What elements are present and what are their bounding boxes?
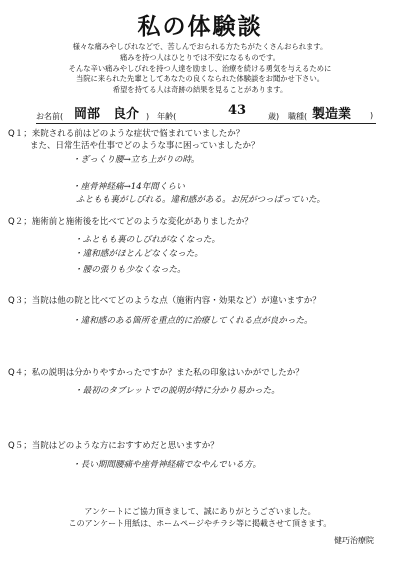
question-label: Q１；来院される前はどのような症状で悩まれていましたか？ xyxy=(8,129,245,139)
answer-line: ・長い期間腰痛や座骨神経痛でなやんでいる方。 xyxy=(72,460,262,470)
intro-line: 希望を持てる人は奇跡の結果を見ることがあります。 xyxy=(112,85,288,95)
name-value: 岡部 良介 xyxy=(74,107,140,122)
answer-line: ・ふともも裏のしびれがなくなった。 xyxy=(74,235,221,245)
question-2 xyxy=(8,216,253,228)
footer-note xyxy=(0,506,400,530)
age-value: 43 xyxy=(228,103,247,118)
answer-line: ・違和感のある箇所を重点的に治療してくれる点が良かった。 xyxy=(72,316,313,326)
intro-line: 様々な痛みやしびれなどで、苦しんでおられる方たちがたくさんおられます。 xyxy=(72,42,328,51)
intro-line: 当院に来られた先輩としてあなたの良くなられた体験談をお聞かせ下さい。 xyxy=(75,74,325,84)
answer-line: ・座骨神経痛→14年間くらい xyxy=(72,182,185,192)
footer-line: このアンケート用紙は、ホームページやチラシ等に掲載させて頂きます。 xyxy=(68,519,332,528)
footer-line: アンケートにご協力頂きまして、誠にありがとうございました。 xyxy=(84,507,316,516)
name-label: お名前( xyxy=(36,112,64,121)
job-value: 製造業 xyxy=(312,107,352,122)
question-label: Q３；当院は他の院と比べてどのような点（施術内容・効果など）が違いますか？ xyxy=(8,296,321,306)
info-underline xyxy=(36,123,376,124)
question-3 xyxy=(8,295,321,307)
question-5 xyxy=(8,440,219,452)
intro-line: そんな辛い痛みやしびれを持つ人達を励まし、治療を続ける勇気を与えるために xyxy=(68,63,332,73)
intro-line: 痛みを持つ人はひとりでは不安になるものです。 xyxy=(120,52,280,62)
question-label: Q４；私の説明は分かりやすかったですか？また私の印象はいかがでしたか？ xyxy=(8,368,304,378)
answer-line: ・ぎっくり腰→立ち上がりの時。 xyxy=(72,155,200,165)
page-title: 私の体験談 xyxy=(137,14,263,40)
answer-line: ・違和感がほとんどなくなった。 xyxy=(74,249,203,259)
intro-text xyxy=(12,42,388,96)
question-label: Q５；当院はどのような方におすすめだと思いますか？ xyxy=(8,441,219,451)
answer-line: ・腰の張りも少なくなった。 xyxy=(74,265,186,275)
clinic-name: 健巧治療院 xyxy=(334,536,374,545)
answer-line: ふともも裏がしびれる。違和感がある。お尻がつっぱっていた。 xyxy=(76,195,326,205)
question-1 xyxy=(8,128,260,152)
question-label: Q２；施術前と施術後を比べてどのような変化がありましたか？ xyxy=(8,217,253,227)
question-label-line2: また、日常生活や仕事でどのような事に困っていましたか？ xyxy=(30,141,260,151)
age-unit: 歳) xyxy=(268,112,280,121)
question-4 xyxy=(8,367,304,379)
answer-line: ・最初のタブレットでの説明が特に分かり易かった。 xyxy=(74,386,280,396)
age-label: ) 年齢( xyxy=(146,112,177,121)
respondent-info xyxy=(36,103,376,125)
job-close: ) xyxy=(370,111,374,120)
job-label: 職種( xyxy=(288,112,308,121)
